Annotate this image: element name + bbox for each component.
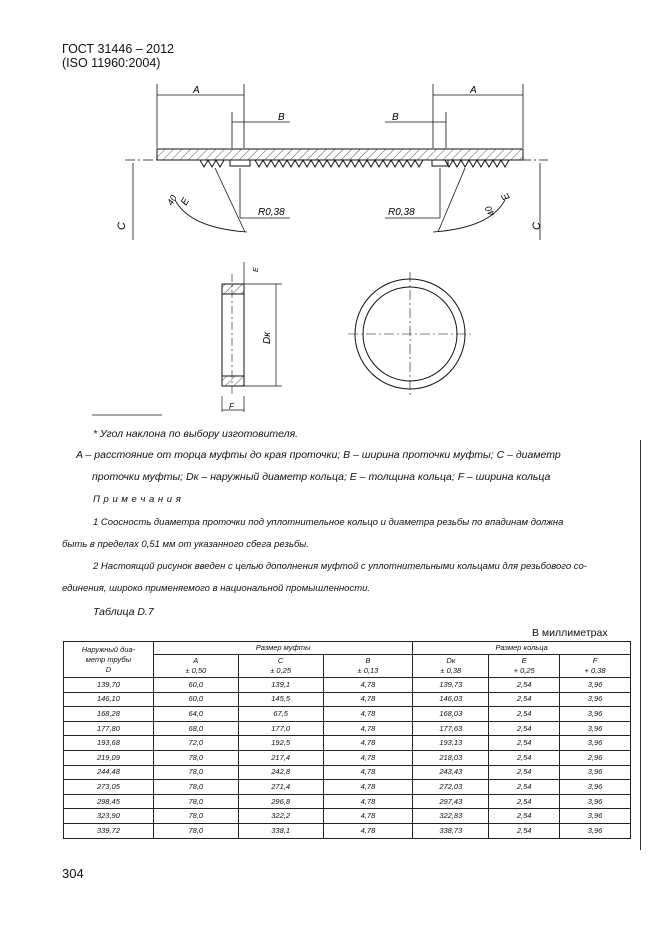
table-cell: 2,54 [489,765,560,780]
table-row [64,809,631,824]
table-cell: 244,48 [64,765,154,780]
ring-dimensions-table [63,641,631,839]
table-cell: 177,63 [413,721,489,736]
table-cell: 4,78 [323,707,413,722]
footnote-star: * Угол наклона по выбору изготовителя. [93,428,299,440]
note-1-line-1: 1 Соосность диаметра проточки под уплотнительное кольцо и диаметра резьбы по впадинам должна [93,517,564,528]
subheader-1: C ± 0,25 [238,655,323,678]
label-e-small: E [253,267,260,272]
table-cell: 4,78 [323,765,413,780]
table-cell: 3,96 [560,707,631,722]
coupling-drawing [0,0,661,420]
label-a-right: A [470,85,477,96]
table-cell: 322,2 [238,809,323,824]
table-row [64,736,631,751]
table-cell: 219,09 [64,750,154,765]
table-cell: 2,54 [489,678,560,693]
notes-title: П р и м е ч а н и я [93,494,182,505]
table-cell: 242,8 [238,765,323,780]
label-b-right: B [392,112,399,123]
table-cell: 4,78 [323,692,413,707]
table-cell: 298,45 [64,794,154,809]
ring-side-view [222,262,282,412]
table-row [64,721,631,736]
table-cell: 146,03 [413,692,489,707]
table-cell: 78,0 [153,750,238,765]
subheader-3: Dк ± 0,38 [413,655,489,678]
table-cell: 72,0 [153,736,238,751]
margin-line [640,440,641,850]
table-cell: 4,78 [323,794,413,809]
table-cell: 192,5 [238,736,323,751]
subheader-2: B ± 0,13 [323,655,413,678]
label-radius-left: R0,38 [258,207,285,218]
label-radius-right: R0,38 [388,207,415,218]
table-row [64,780,631,795]
table-cell: 3,96 [560,794,631,809]
table-cell: 2,54 [489,707,560,722]
table-cell: 139,73 [413,678,489,693]
table-row [64,823,631,838]
table-cell: 273,05 [64,780,154,795]
table-cell: 193,13 [413,736,489,751]
label-c-right: C [531,222,543,230]
table-cell: 4,78 [323,678,413,693]
table-cell: 3,96 [560,809,631,824]
table-cell: 78,0 [153,809,238,824]
legend-line-2: проточки муфты; Dк – наружный диаметр кольца; E – толщина кольца; F – ширина кольца [92,471,551,483]
table-cell: 272,03 [413,780,489,795]
table-cell: 168,28 [64,707,154,722]
table-cell: 4,78 [323,736,413,751]
table-cell: 78,0 [153,765,238,780]
table-cell: 338,1 [238,823,323,838]
subheader-4: E + 0,25 [489,655,560,678]
label-b-left: B [278,112,285,123]
table-cell: 145,5 [238,692,323,707]
table-cell: 3,96 [560,765,631,780]
table-cell: 78,0 [153,780,238,795]
table-cell: 60,0 [153,692,238,707]
angle-label-left: 40 [165,193,179,207]
table-cell: 3,96 [560,678,631,693]
header-coupling-size: Размер муфты [153,642,412,655]
label-f: F [229,402,234,411]
table-cell: 2,54 [489,721,560,736]
subheader-0: A ± 0,50 [153,655,238,678]
table-row [64,707,631,722]
table-row [64,678,631,693]
table-cell: 139,70 [64,678,154,693]
table-title: Таблица D.7 [93,606,154,618]
ring-front-view [348,272,472,396]
table-cell: 68,0 [153,721,238,736]
header-outer-diameter: Наружный диа- метр трубы D [64,642,154,678]
table-cell: 60,0 [153,678,238,693]
table-cell: 296,8 [238,794,323,809]
table-cell: 3,96 [560,823,631,838]
table-cell: 3,96 [560,692,631,707]
table-row [64,692,631,707]
table-cell: 177,80 [64,721,154,736]
table-cell: 4,78 [323,721,413,736]
angle-e-left: E [179,196,192,208]
standard-code: ГОСТ 31446 – 2012 [62,42,174,56]
table-cell: 2,54 [489,780,560,795]
table-row [64,794,631,809]
iso-code: (ISO 11960:2004) [62,56,161,70]
note-1-line-2: быть в пределах 0,51 мм от указанного сбега резьбы. [62,539,309,550]
table-cell: 3,96 [560,736,631,751]
table-cell: 243,43 [413,765,489,780]
label-c-left: C [116,222,128,230]
table-cell: 271,4 [238,780,323,795]
header-ring-size: Размер кольца [413,642,631,655]
table-cell: 64,0 [153,707,238,722]
table-cell: 2,54 [489,692,560,707]
coupling-section [125,149,548,167]
table-cell: 322,83 [413,809,489,824]
table-cell: 2,54 [489,794,560,809]
table-cell: 338,73 [413,823,489,838]
table-cell: 67,5 [238,707,323,722]
table-cell: 218,03 [413,750,489,765]
table-cell: 297,43 [413,794,489,809]
angle-label-right: 40 [483,204,497,218]
units-label: В миллиметрах [532,627,608,639]
table-cell: 2,54 [489,823,560,838]
table-cell: 4,78 [323,780,413,795]
table-cell: 193,68 [64,736,154,751]
table-cell: 139,1 [238,678,323,693]
note-2-line-1: 2 Настоящий рисунок введен с целью дополнения муфтой с уплотнительными кольцами для резьбового со- [93,561,587,572]
table-cell: 323,90 [64,809,154,824]
angle-e-right: E [499,190,513,202]
table-cell: 146,10 [64,692,154,707]
table-cell: 78,0 [153,823,238,838]
subheader-5: F + 0,38 [560,655,631,678]
table-cell: 177,0 [238,721,323,736]
page-number: 304 [62,866,84,881]
table-cell: 3,96 [560,721,631,736]
note-2-line-2: единения, широко применяемого в национальной промышленности. [62,583,371,594]
label-a-left: A [193,85,200,96]
table-cell: 168,03 [413,707,489,722]
table-row [64,765,631,780]
table-cell: 4,78 [323,750,413,765]
table-row [64,750,631,765]
table-cell: 4,78 [323,809,413,824]
table-cell: 78,0 [153,794,238,809]
table-cell: 3,96 [560,780,631,795]
legend-line-1: A – расстояние от торца муфты до края проточки; B – ширина проточки муфты; C – диаметр [76,449,561,461]
table-cell: 2,54 [489,809,560,824]
table-cell: 4,78 [323,823,413,838]
label-dk: Dк [262,332,273,344]
table-cell: 2,96 [560,750,631,765]
table-cell: 217,4 [238,750,323,765]
table-cell: 2,54 [489,750,560,765]
table-cell: 339,72 [64,823,154,838]
table-cell: 2,54 [489,736,560,751]
